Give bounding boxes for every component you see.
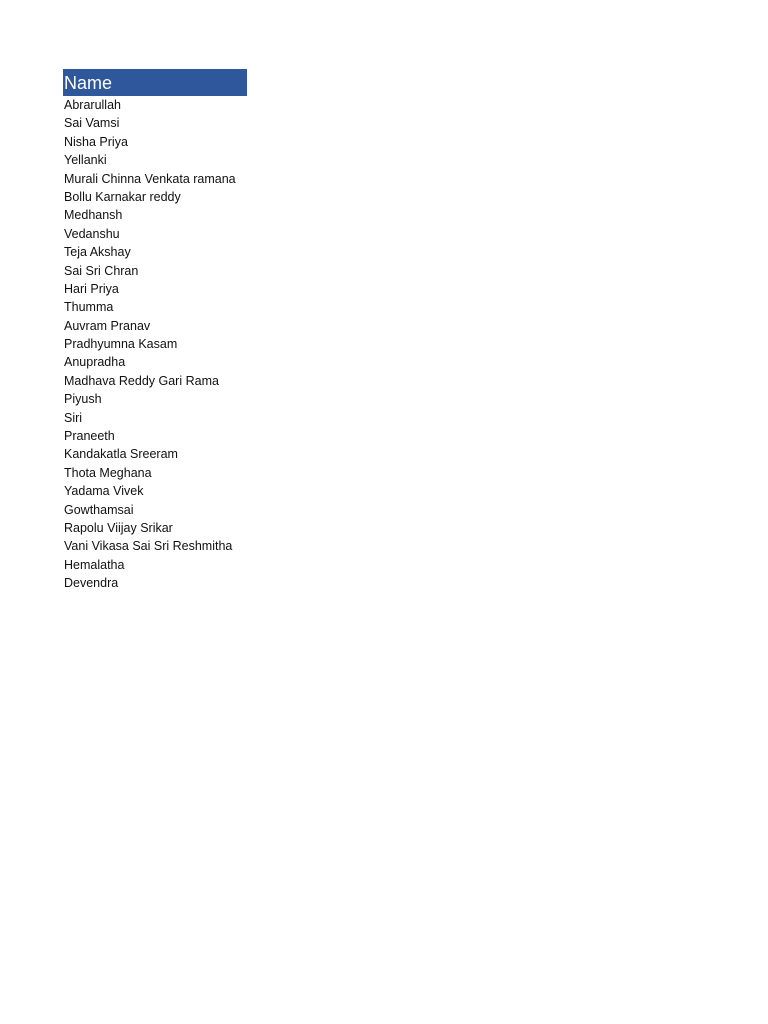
table-row[interactable]: Murali Chinna Venkata ramana	[64, 171, 236, 186]
table-row[interactable]: Medhansh	[64, 208, 123, 223]
table-row[interactable]: Thota Meghana	[64, 465, 152, 480]
table-row[interactable]: Pradhyumna Kasam	[64, 337, 178, 352]
table-row[interactable]: Vedanshu	[64, 226, 120, 241]
table-row[interactable]: Thumma	[64, 300, 114, 315]
table-row[interactable]: Devendra	[64, 576, 119, 591]
table-row[interactable]: Nisha Priya	[64, 134, 128, 149]
table-row[interactable]: Sai Vamsi	[64, 116, 120, 131]
table-row[interactable]: Auvram Pranav	[64, 318, 151, 333]
table-row[interactable]: Rapolu Viijay Srikar	[64, 520, 173, 535]
table-row[interactable]: Abrarullah	[64, 98, 121, 112]
table-row[interactable]: Bollu Karnakar reddy	[64, 189, 181, 204]
name-column-header[interactable]: Name	[63, 69, 247, 96]
table-row[interactable]: Hari Priya	[64, 281, 119, 296]
table-row[interactable]: Vani Vikasa Sai Sri Reshmitha	[64, 539, 233, 554]
name-list	[63, 96, 247, 593]
table-row[interactable]: Siri	[64, 410, 83, 425]
table-row[interactable]: Yadama Vivek	[64, 484, 144, 499]
table-row[interactable]: Piyush	[64, 392, 102, 407]
table-row[interactable]: Praneeth	[64, 429, 115, 444]
table-row[interactable]: Yellanki	[64, 153, 107, 168]
table-row[interactable]: Hemalatha	[64, 557, 125, 572]
table-row[interactable]: Kandakatla Sreeram	[64, 447, 178, 462]
table-row[interactable]: Teja Akshay	[64, 245, 131, 260]
table-row[interactable]: Gowthamsai	[64, 502, 134, 517]
table-row[interactable]: Madhava Reddy Gari Rama	[64, 373, 219, 388]
table-row[interactable]: Anupradha	[64, 355, 126, 370]
table-row[interactable]: Sai Sri Chran	[64, 263, 139, 278]
name-table	[63, 69, 247, 593]
